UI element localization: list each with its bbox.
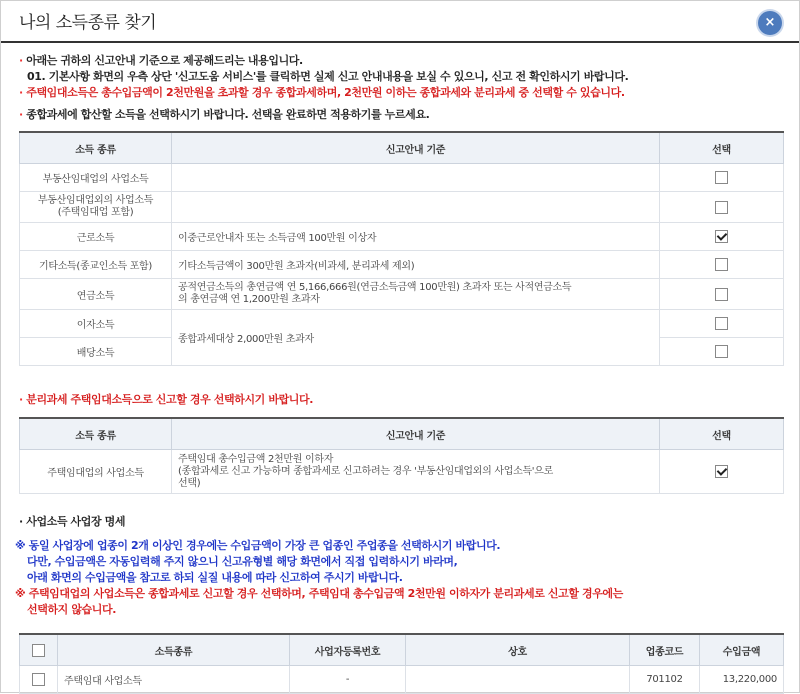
section3-label — [19, 514, 789, 530]
notice-line: 선택하지 않습니다. — [27, 603, 117, 616]
income-type: 주택임대업의 사업소득 — [20, 450, 172, 494]
income-criteria: 이중근로안내자 또는 소득금액 100만원 이상자 — [172, 223, 660, 251]
select-checkbox[interactable] — [715, 171, 728, 184]
select-checkbox[interactable] — [715, 317, 728, 330]
income-criteria — [172, 164, 660, 192]
select-checkbox[interactable] — [715, 258, 728, 271]
title-bar — [1, 1, 799, 43]
income-criteria: 기타소득금액이 300만원 초과자(비과세, 분리과세 제외) — [172, 251, 660, 279]
business-table — [19, 633, 784, 694]
intro-line-3 — [19, 85, 789, 101]
notice-block — [15, 538, 789, 618]
col-header-type: 소득 종류 — [20, 132, 172, 164]
bullet-icon: · — [19, 54, 27, 67]
col-header-select: 선택 — [660, 418, 784, 450]
col-header-amount: 수입금액 — [700, 634, 784, 666]
intro-text-4: 종합과세에 합산할 소득을 선택하시기 바랍니다. 선택을 완료하면 적용하기를 누르세요. — [26, 108, 430, 121]
col-header-type: 소득 종류 — [20, 418, 172, 450]
table-row — [20, 310, 784, 338]
income-type: 연금소득 — [20, 279, 172, 310]
table-row — [20, 666, 784, 694]
col-header-code: 업종코드 — [630, 634, 700, 666]
intro-text-3: 주택임대소득은 총수입금액이 2천만원을 초과할 경우 종합과세하며, 2천만원 이하는 종합과세와 분리과세 중 선택할 수 있습니다. — [26, 86, 625, 99]
income-criteria: 주택임대 총수입금액 2천만원 이하자 (종합과세로 신고 가능하며 종합과세로 신고하려는 경우 '부동산임대업외의 사업소득'으로 선택) — [172, 450, 660, 494]
table-row — [20, 251, 784, 279]
bullet-icon: · — [19, 515, 27, 528]
table-row — [20, 164, 784, 192]
select-checkbox[interactable] — [715, 288, 728, 301]
income-criteria: 공적연금소득의 총연금액 연 5,166,666원(연금소득금액 100만원) 초과자 또는 사적연금소득 의 총연금액 연 1,200만원 초과자 — [172, 279, 660, 310]
select-checkbox[interactable] — [715, 345, 728, 358]
section2-label — [19, 392, 789, 408]
close-icon: × — [764, 15, 776, 30]
notice-line: 아래 화면의 수입금액을 참고로 하되 실질 내용에 따라 신고하여 주시기 바랍니다. — [27, 571, 403, 584]
content — [15, 53, 789, 694]
bullet-icon: · — [19, 393, 27, 406]
table-row — [20, 450, 784, 494]
table-row — [20, 192, 784, 223]
intro-line-2: 01. 기본사항 화면의 우측 상단 '신고도움 서비스'를 클릭하면 실제 신고 안내내용을 보실 수 있으니, 신고 전 확인하시기 바랍니다. — [27, 70, 629, 83]
col-header-type: 소득종류 — [58, 634, 290, 666]
table-row — [20, 279, 784, 310]
income-type: 부동산임대업의 사업소득 — [20, 164, 172, 192]
col-header-regno: 사업자등록번호 — [290, 634, 406, 666]
notice-line: 다만, 수입금액은 자동입력해 주지 않으니 신고유형별 해당 화면에서 직접 입력하시기 바라며, — [27, 555, 458, 568]
income-type: 이자소득 — [20, 310, 172, 338]
notice-line: ※ 주택임대업의 사업소득은 종합과세로 신고할 경우 선택하며, 주택임대 총수입금액 2천만원 이하자가 분리과세로 신고할 경우에는 — [15, 587, 623, 600]
section2-text: 분리과세 주택임대소득으로 신고할 경우 선택하시기 바랍니다. — [26, 393, 314, 406]
col-header-select: 선택 — [660, 132, 784, 164]
select-checkbox-checked[interactable] — [715, 465, 728, 478]
intro-line-1 — [19, 53, 789, 69]
table-header-row — [20, 634, 784, 666]
table-row — [20, 223, 784, 251]
select-checkbox-checked[interactable] — [715, 230, 728, 243]
business-amount: 13,220,000 — [700, 666, 784, 694]
bullet-icon: · — [19, 108, 27, 121]
col-header-criteria: 신고안내 기준 — [172, 418, 660, 450]
business-type: 주택임대 사업소득 — [58, 666, 290, 694]
bullet-icon: · — [19, 86, 27, 99]
table-header-row — [20, 132, 784, 164]
business-regno: - — [290, 666, 406, 694]
notice-line: ※ 동일 사업장에 업종이 2개 이상인 경우에는 수입금액이 가장 큰 업종인 주업종을 선택하시기 바랍니다. — [15, 539, 501, 552]
select-checkbox[interactable] — [32, 673, 45, 686]
income-type: 기타소득(종교인소득 포함) — [20, 251, 172, 279]
close-button[interactable] — [758, 11, 782, 35]
section3-text: 사업소득 사업장 명세 — [26, 515, 126, 528]
col-header-criteria: 신고안내 기준 — [172, 132, 660, 164]
income-type: 근로소득 — [20, 223, 172, 251]
income-type: 부동산임대업외의 사업소득 (주택임대업 포함) — [20, 192, 172, 223]
separate-tax-table — [19, 417, 784, 494]
select-checkbox[interactable] — [715, 201, 728, 214]
income-criteria: 종합과세대상 2,000만원 초과자 — [172, 310, 660, 366]
income-table — [19, 131, 784, 366]
income-type: 배당소득 — [20, 338, 172, 366]
select-all-checkbox[interactable] — [32, 644, 45, 657]
business-code: 701102 — [630, 666, 700, 694]
business-name — [406, 666, 630, 694]
col-header-name: 상호 — [406, 634, 630, 666]
dialog-title: 나의 소득종류 찾기 — [19, 13, 157, 33]
income-criteria — [172, 192, 660, 223]
intro-line-4 — [19, 107, 789, 123]
table-header-row — [20, 418, 784, 450]
intro-text-1: 아래는 귀하의 신고안내 기준으로 제공해드리는 내용입니다. — [26, 54, 303, 67]
